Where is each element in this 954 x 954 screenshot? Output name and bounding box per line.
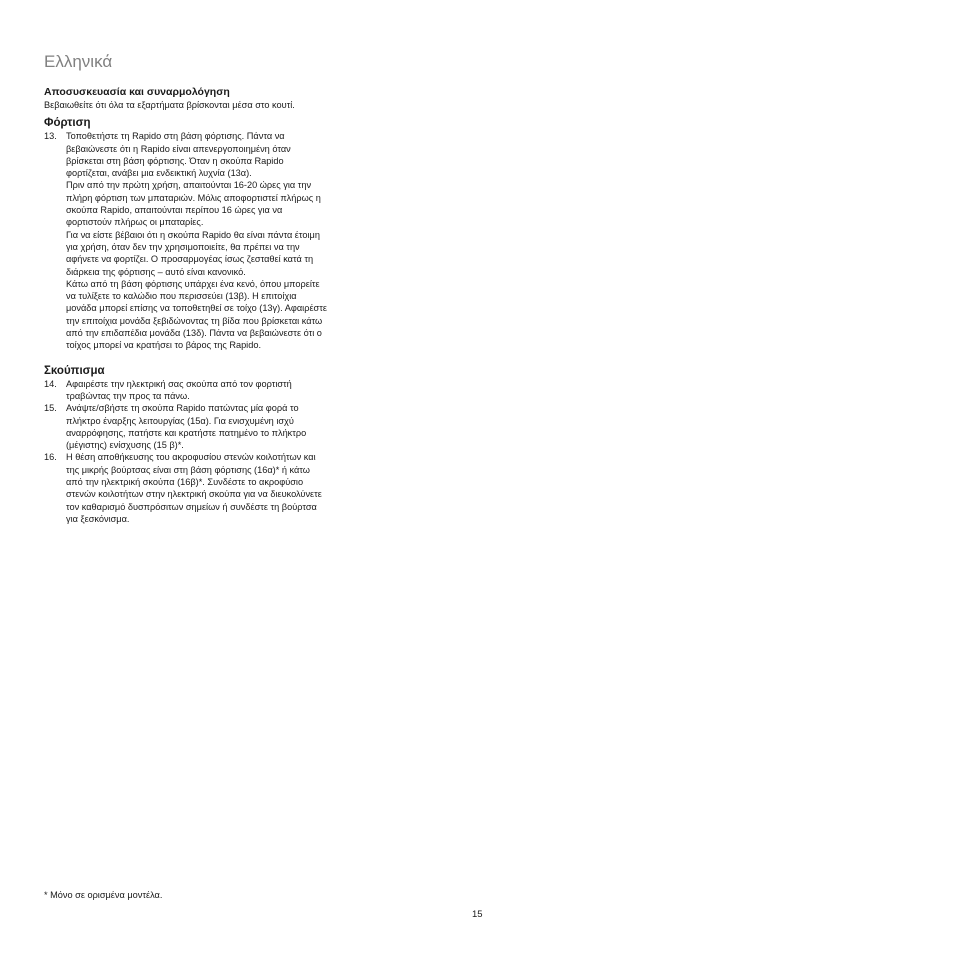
paragraph: Κάτω από τη βάση φόρτισης υπάρχει ένα κενό, όπου μπορείτε να τυλίξετε το καλώδιο που περισσεύει (13β). Η επιτοίχια μονάδα μπορεί επίσης να τοποθετηθεί σε τοίχο (13γ). Αφαιρέστε την επιτοίχια μονάδα ξεβιδώνοντας τη βίδα που βρίσκεται κάτω από την επιδαπέδια μονάδα (13δ). Πάντα να βεβαιώνεστε ότι ο τοίχος μπορεί να κρατήσει το βάρος της Rapido.: [66, 278, 327, 351]
item-text: Αφαιρέστε την ηλεκτρική σας σκούπα από τον φορτιστή τραβώντας την προς τα πάνω.: [66, 378, 292, 401]
list-item: [44, 130, 329, 351]
item-text: Ανάψτε/σβήστε τη σκούπα Rapido πατώντας μία φορά το πλήκτρο έναρξης λειτουργίας (15α). Για ενισχυμένη ισχύ αναρρόφησης, πατήστε και κρατήστε πατημένο το πλήκτρο (μέγιστης) ενίσχυσης (15 β)*.: [66, 403, 307, 451]
paragraph: Πριν από την πρώτη χρήση, απαιτούνται 16-20 ώρες για την πλήρη φόρτιση των μπαταριών. Μόλις αποφορτιστεί πλήρως η σκούπα Rapido, απαιτούνται περίπου 16 ώρες για να φορτιστούν πλήρως οι μπαταρίες.: [66, 180, 321, 228]
item-text: Η θέση αποθήκευσης του ακροφυσίου στενών κοιλοτήτων και της μικρής βούρτσας είναι στη βάση φόρτισης (16α)* ή κάτω από την ηλεκτρική σκούπα (16β)*. Συνδέστε το ακροφύσιο στενών κοιλοτήτων στην ηλεκτρική σκούπα για να διευκολύνετε τον καθαρισμό δυσπρόσιτων σημείων ή συνδέστε τη βούρτσα για ξεσκόνισμα.: [66, 452, 322, 524]
unpacking-heading: Αποσυσκευασία και συναρμολόγηση: [44, 86, 230, 98]
paragraph: Για να είστε βέβαιοι ότι η σκούπα Rapido θα είναι πάντα έτοιμη για χρήση, όταν δεν την χρησιμοποιείτε, θα πρέπει να την αφήνετε να φορτίζει. Ο προσαρμογέας ίσως ζεσταθεί κατά τη διάρκεια της φόρτισης – αυτό είναι κανονικό.: [66, 229, 320, 277]
charging-section: [44, 116, 329, 351]
paragraph: Τοποθετήστε τη Rapido στη βάση φόρτισης. Πάντα να βεβαιώνεστε ότι η Rapido είναι απενεργοποιημένη όταν βρίσκεται στη βάση φόρτισης. Όταν η σκούπα Rapido φορτίζεται, ανάβει μια ενδεικτική λυχνία (13α).: [66, 131, 291, 179]
unpacking-text: Βεβαιωθείτε ότι όλα τα εξαρτήματα βρίσκονται μέσα στο κουτί.: [44, 100, 295, 110]
item-number: 14.: [44, 378, 57, 389]
footnote: * Μόνο σε ορισμένα μοντέλα.: [44, 890, 163, 900]
charging-heading: Φόρτιση: [44, 117, 91, 130]
item-number: 16.: [44, 452, 57, 463]
list-item: [44, 378, 329, 403]
page-number: 15: [472, 909, 483, 920]
main-column: [44, 86, 329, 525]
list-item: [44, 451, 329, 525]
item-number: 13.: [44, 131, 57, 142]
list-item: [44, 402, 329, 451]
page-title: Ελληνικά: [44, 52, 113, 72]
item-number: 15.: [44, 403, 57, 414]
sweeping-section: [44, 364, 329, 526]
item-body: [66, 130, 329, 351]
unpacking-section: [44, 86, 329, 111]
sweeping-heading: Σκούπισμα: [44, 364, 105, 377]
